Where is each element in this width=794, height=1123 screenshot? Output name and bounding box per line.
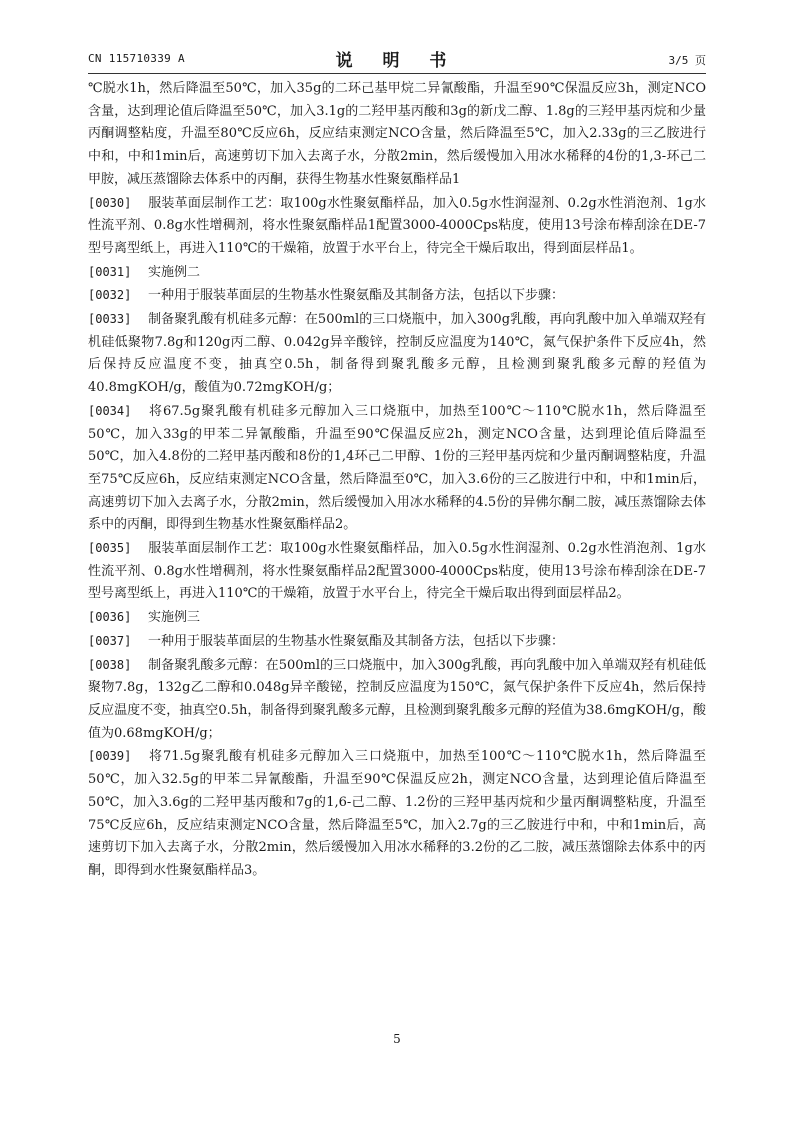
- paragraph-text: 制备聚乳酸有机硅多元醇：在500ml的三口烧瓶中，加入300g乳酸，再向乳酸中加入单端双羟有机硅低聚物7.8g和120g丙二醇、0.042g异辛酸锌，控制反应温度为140℃，氮气保护条件下反应4h，然后保持反应温度不变，抽真空0.5h，制备得到聚乳酸多元醇，且检测到聚乳酸多元醇的羟值为40.8mgKOH/g，酸值为0.72mgKOH/g；: [88, 312, 706, 396]
- paragraph-number: [0035]: [88, 541, 132, 556]
- page-indicator: 3/5 页: [668, 54, 706, 67]
- page-number: 5: [393, 1032, 401, 1046]
- section-heading: 实施例二: [148, 264, 201, 280]
- paragraph-text: 一种用于服装革面层的生物基水性聚氨酯及其制备方法，包括以下步骤：: [148, 288, 565, 304]
- paragraph-0030: [88, 192, 706, 261]
- paragraph-text: 制备聚乳酸多元醇：在500ml的三口烧瓶中，加入300g乳酸，再向乳酸中加入单端双羟有机硅低聚物7.8g，132g乙二醇和0.048g异辛酸铋，控制反应温度为150℃，氮气保护条件下反应4h，然后保持反应温度不变，抽真空0.5h，制备得到聚乳酸多元醇，且检测到聚乳酸多元醇的羟值为38.6mgKOH/g，酸值为0.68mgKOH/g；: [88, 657, 706, 741]
- paragraph-number: [0032]: [88, 288, 132, 303]
- paragraph-number: [0039]: [88, 749, 132, 764]
- paragraph-text: 将71.5g聚乳酸有机硅多元醇加入三口烧瓶中，加热至100℃～110℃脱水1h，然后降温至50℃，加入32.5g的甲苯二异氰酸酯，升温至90℃保温反应2h，测定NCO含量，达到理论值后降温至50℃，加入3.6g的二羟甲基丙酸和7g的1,6-己二醇、1.2份的三羟甲基丙烷和少量丙酮调整粘度，升温至75℃反应6h，反应结束测定NCO含量，然后降温至5℃，加入2.7g的三乙胺进行中和，中和1min后，高速剪切下加入去离子水，分散2min，然后缓慢加入用冰水稀释的3.2份的乙二胺，减压蒸馏除去体系中的丙酮，即得到水性聚氨酯样品3。: [88, 749, 706, 878]
- paragraph-number: [0037]: [88, 633, 132, 648]
- paragraph-text: 一种用于服装革面层的生物基水性聚氨酯及其制备方法，包括以下步骤：: [148, 633, 565, 649]
- paragraph-text: 将67.5g聚乳酸有机硅多元醇加入三口烧瓶中，加热至100℃～110℃脱水1h，然后降温至50℃，加入33g的甲苯二异氰酸酯，升温至90℃保温反应2h，测定NCO含量，达到理论值后降温至50℃，加入4.8份的二羟甲基丙酸和8份的1,4环己二甲醇、1份的三羟甲基丙烷和少量丙酮调整粘度，升温至75℃反应6h，反应结束测定NCO含量，然后降温至0℃，加入3.6份的三乙胺进行中和，中和1min后，高速剪切下加入去离子水，分散2min，然后缓慢加入用冰水稀释的4.5份的异佛尔酮二胺，减压蒸馏除去体系中的丙酮，即得到生物基水性聚氨酯样品2。: [88, 403, 706, 533]
- paragraph-0034: [88, 400, 706, 537]
- paragraph-number: [0031]: [88, 264, 132, 279]
- paragraph-continuation: [88, 78, 706, 192]
- paragraph-0038: [88, 654, 706, 746]
- paragraph-0033: [88, 308, 706, 400]
- paragraph-number: [0030]: [88, 195, 132, 210]
- paragraph-text: 服装革面层制作工艺：取100g水性聚氨酯样品，加入0.5g水性润湿剂、0.2g水性消泡剂、1g水性流平剂、0.8g水性增稠剂，将水性聚氨酯样品1配置3000-4000Cps粘度，使用13号涂布棒刮涂在DE-7型号离型纸上，再进入110℃的干燥箱，放置于水平台上，待完全干燥后取出，得到面层样品1。: [88, 195, 706, 256]
- patent-number: CN 115710339 A: [88, 52, 185, 65]
- paragraph-0031: [88, 261, 706, 285]
- paragraph-number: [0036]: [88, 610, 132, 625]
- paragraph-0035: [88, 537, 706, 606]
- paragraph-0037: [88, 630, 706, 654]
- paragraph-0036: [88, 606, 706, 630]
- document-body: [88, 78, 706, 883]
- paragraph-0039: [88, 745, 706, 882]
- paragraph-number: [0033]: [88, 312, 132, 327]
- paragraph-number: [0038]: [88, 657, 132, 672]
- paragraph-text: ℃脱水1h，然后降温至50℃，加入35g的二环己基甲烷二异氰酸酯，升温至90℃保温反应3h，测定NCO含量，达到理论值后降温至50℃，加入3.1g的二羟甲基丙酸和3g的新戊二醇、1.8g的三羟甲基丙烷和少量丙酮调整粘度，升温至80℃反应6h，反应结束测定NCO含量，然后降温至5℃，加入2.33g的三乙胺进行中和，中和1min后，高速剪切下加入去离子水，分散2min，然后缓慢加入用冰水稀释的4份的1,3-环己二甲胺，减压蒸馏除去体系中的丙酮，获得生物基水性聚氨酯样品1: [88, 81, 706, 187]
- document-title: 说 明 书: [335, 51, 459, 71]
- header-divider: [88, 73, 706, 74]
- paragraph-0032: [88, 284, 706, 308]
- paragraph-text: 服装革面层制作工艺：取100g水性聚氨酯样品，加入0.5g水性润湿剂、0.2g水性消泡剂、1g水性流平剂、0.8g水性增稠剂，将水性聚氨酯样品2配置3000-4000Cps粘度，使用13号涂布棒刮涂在DE-7型号离型纸上，再进入110℃的干燥箱，放置于水平台上，待完全干燥后取出得到面层样品2。: [88, 541, 706, 602]
- section-heading: 实施例三: [148, 610, 201, 626]
- page-header: [88, 46, 706, 72]
- paragraph-number: [0034]: [88, 403, 132, 418]
